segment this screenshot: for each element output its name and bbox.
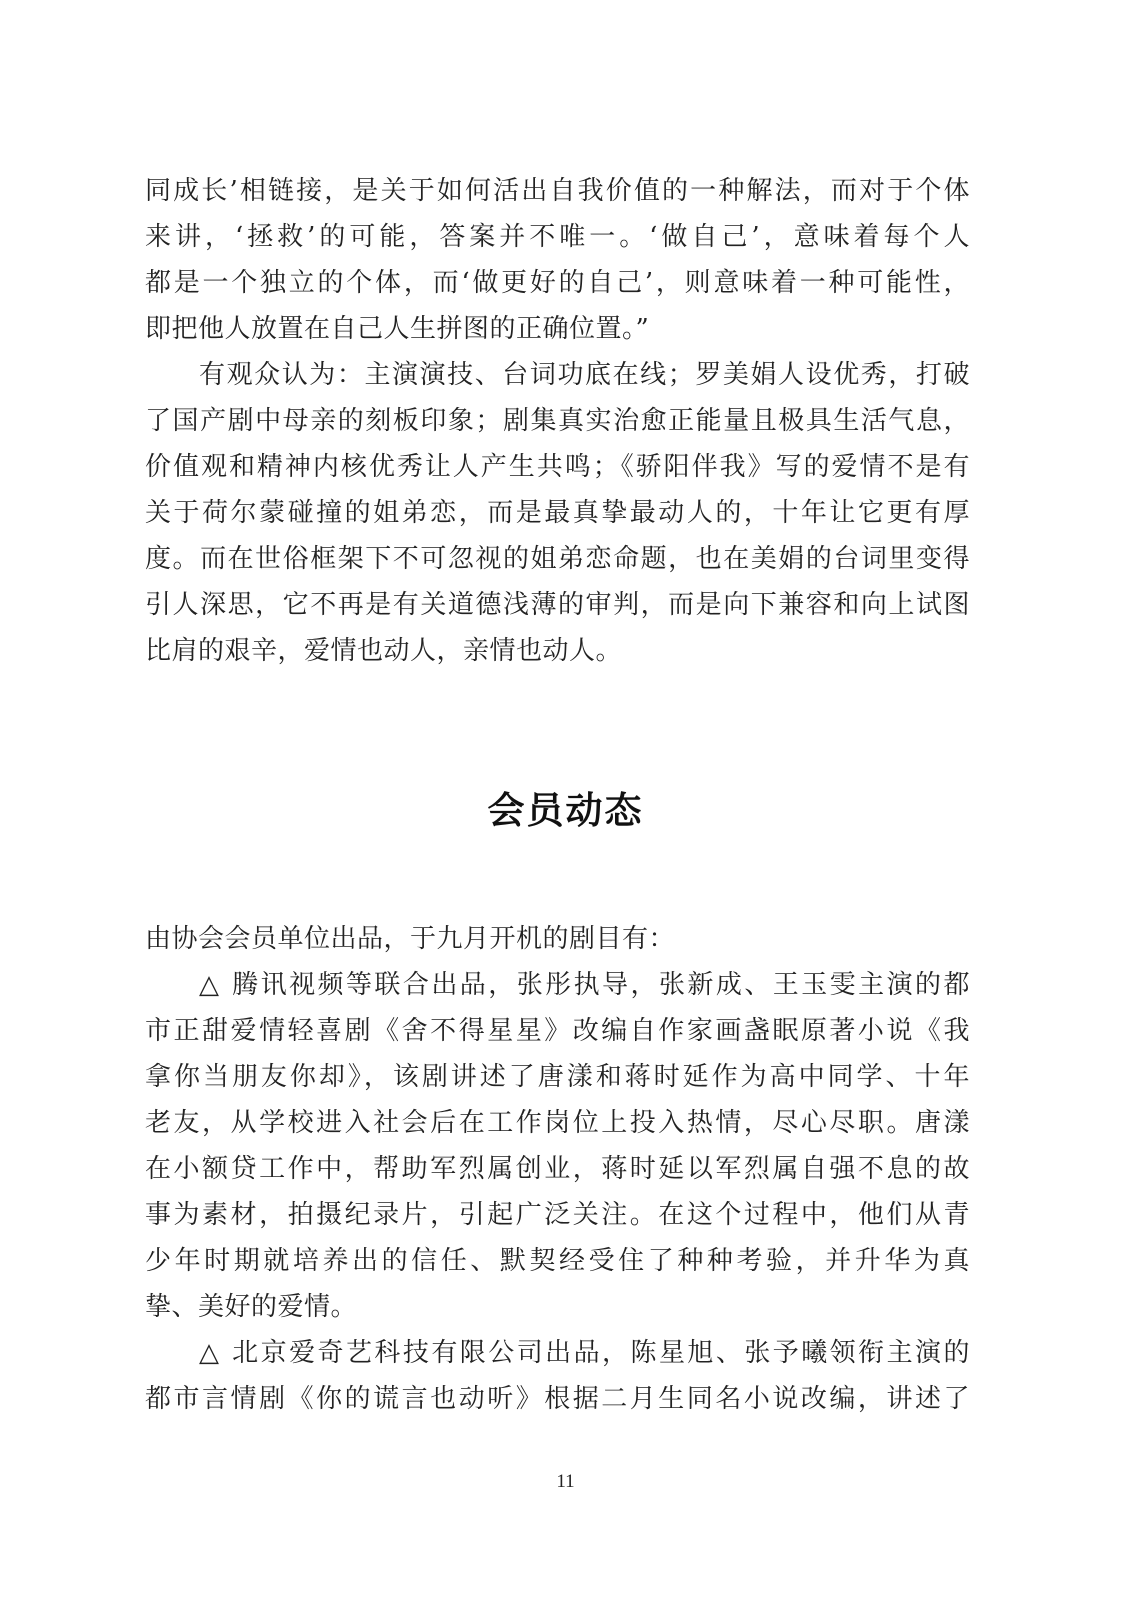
- text-line: 比肩的艰辛，爱情也动人，亲情也动人。: [145, 636, 623, 666]
- text-line: 了国产剧中母亲的刻板印象；剧集真实治愈正能量且极具生活气息，: [145, 406, 970, 436]
- text-line: 价值观和精神内核优秀让人产生共鸣；《骄阳伴我》写的爱情不是有: [145, 452, 970, 482]
- text-line: 关于荷尔蒙碰撞的姐弟恋，而是最真挚最动人的，十年让它更有厚: [145, 498, 970, 528]
- text-line: 同成长’相链接，是关于如何活出自我价值的一种解法，而对于个体: [145, 176, 970, 206]
- text-line: △ 腾讯视频等联合出品，张彤执导，张新成、王玉雯主演的都: [199, 970, 970, 1000]
- text-line: 度。而在世俗框架下不可忽视的姐弟恋命题，也在美娟的台词里变得: [145, 544, 970, 574]
- text-line: 事为素材，拍摄纪录片，引起广泛关注。在这个过程中，他们从青: [145, 1200, 970, 1230]
- intro-line: 由协会会员单位出品，于九月开机的剧目有：: [145, 924, 676, 954]
- text-line: 即把他人放置在自己人生拼图的正确位置。”: [145, 314, 650, 344]
- text-line: 有观众认为：主演演技、台词功底在线；罗美娟人设优秀，打破: [199, 360, 970, 390]
- text-line: △ 北京爱奇艺科技有限公司出品，陈星旭、张予曦领衔主演的: [199, 1338, 970, 1368]
- text-line: 少年时期就培养出的信任、默契经受住了种种考验，并升华为真: [145, 1246, 970, 1276]
- text-line: 挚、美好的爱情。: [145, 1292, 358, 1322]
- text-line: 在小额贷工作中，帮助军烈属创业，蒋时延以军烈属自强不息的故: [145, 1154, 970, 1184]
- text-line: 市正甜爱情轻喜剧《舍不得星星》改编自作家画盏眠原著小说《我: [145, 1016, 970, 1046]
- text-line: 引人深思，它不再是有关道德浅薄的审判，而是向下兼容和向上试图: [145, 590, 970, 620]
- text-line: 拿你当朋友你却》，该剧讲述了唐漾和蒋时延作为高中同学、十年: [145, 1062, 970, 1092]
- text-line: 来讲，‘拯救’的可能，答案并不唯一。‘做自己’，意味着每个人: [145, 222, 970, 252]
- text-line: 老友，从学校进入社会后在工作岗位上投入热情，尽心尽职。唐漾: [145, 1108, 970, 1138]
- section-title: 会员动态: [487, 789, 644, 832]
- page-number: 11: [556, 1471, 575, 1492]
- text-line: 都市言情剧《你的谎言也动听》根据二月生同名小说改编，讲述了: [145, 1384, 970, 1414]
- text-line: 都是一个独立的个体，而‘做更好的自己’，则意味着一种可能性，: [145, 268, 970, 298]
